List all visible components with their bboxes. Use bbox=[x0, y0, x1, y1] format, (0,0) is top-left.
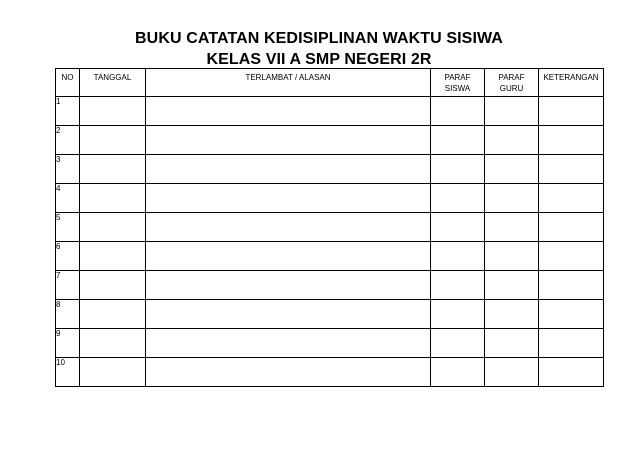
cell-paraf-guru bbox=[485, 300, 539, 329]
header-no: NO bbox=[56, 69, 80, 97]
table-row bbox=[56, 213, 604, 242]
cell-paraf-siswa bbox=[431, 300, 485, 329]
cell-keterangan bbox=[539, 300, 604, 329]
row-number: 2 bbox=[56, 126, 80, 155]
document-title: BUKU CATATAN KEDISIPLINAN WAKTU SISIWA bbox=[135, 30, 503, 47]
header-tanggal: TANGGAL bbox=[80, 69, 146, 97]
cell-paraf-guru bbox=[485, 126, 539, 155]
cell-paraf-guru bbox=[485, 184, 539, 213]
cell-paraf-guru bbox=[485, 329, 539, 358]
cell-paraf-siswa bbox=[431, 358, 485, 387]
cell-paraf-guru bbox=[485, 155, 539, 184]
header-paraf-siswa-line1: PARAF bbox=[444, 73, 471, 82]
header-paraf-guru bbox=[485, 69, 539, 97]
cell-paraf-siswa bbox=[431, 271, 485, 300]
header-paraf-siswa bbox=[431, 69, 485, 97]
cell-keterangan bbox=[539, 242, 604, 271]
cell-alasan bbox=[146, 271, 431, 300]
cell-alasan bbox=[146, 126, 431, 155]
table-row bbox=[56, 126, 604, 155]
cell-alasan bbox=[146, 213, 431, 242]
header-keterangan: KETERANGAN bbox=[539, 69, 604, 97]
cell-tanggal bbox=[80, 184, 146, 213]
header-alasan: TERLAMBAT / ALASAN bbox=[146, 69, 431, 97]
row-number: 5 bbox=[56, 213, 80, 242]
cell-keterangan bbox=[539, 155, 604, 184]
cell-alasan bbox=[146, 358, 431, 387]
header-paraf-siswa-line2: SISWA bbox=[444, 84, 471, 93]
row-number: 1 bbox=[56, 97, 80, 126]
cell-tanggal bbox=[80, 155, 146, 184]
cell-keterangan bbox=[539, 329, 604, 358]
cell-alasan bbox=[146, 155, 431, 184]
cell-tanggal bbox=[80, 358, 146, 387]
cell-keterangan bbox=[539, 358, 604, 387]
cell-tanggal bbox=[80, 213, 146, 242]
row-number: 10 bbox=[56, 358, 80, 387]
row-number: 4 bbox=[56, 184, 80, 213]
row-number: 8 bbox=[56, 300, 80, 329]
header-paraf-guru-line1: PARAF bbox=[498, 73, 525, 82]
cell-paraf-guru bbox=[485, 271, 539, 300]
table-header-row bbox=[56, 69, 604, 97]
cell-paraf-siswa bbox=[431, 329, 485, 358]
cell-paraf-siswa bbox=[431, 242, 485, 271]
cell-tanggal bbox=[80, 97, 146, 126]
cell-tanggal bbox=[80, 242, 146, 271]
cell-keterangan bbox=[539, 213, 604, 242]
document-subtitle: KELAS VII A SMP NEGERI 2R bbox=[206, 51, 432, 68]
table-row bbox=[56, 329, 604, 358]
cell-paraf-guru bbox=[485, 97, 539, 126]
cell-keterangan bbox=[539, 184, 604, 213]
cell-tanggal bbox=[80, 271, 146, 300]
cell-tanggal bbox=[80, 329, 146, 358]
discipline-log-table bbox=[55, 68, 604, 387]
row-number: 7 bbox=[56, 271, 80, 300]
cell-alasan bbox=[146, 97, 431, 126]
table-row bbox=[56, 184, 604, 213]
table-row bbox=[56, 271, 604, 300]
table-row bbox=[56, 155, 604, 184]
cell-keterangan bbox=[539, 126, 604, 155]
cell-keterangan bbox=[539, 97, 604, 126]
cell-alasan bbox=[146, 184, 431, 213]
cell-paraf-guru bbox=[485, 213, 539, 242]
cell-alasan bbox=[146, 329, 431, 358]
row-number: 6 bbox=[56, 242, 80, 271]
cell-paraf-siswa bbox=[431, 155, 485, 184]
table-row bbox=[56, 358, 604, 387]
cell-paraf-guru bbox=[485, 358, 539, 387]
row-number: 9 bbox=[56, 329, 80, 358]
table-row bbox=[56, 242, 604, 271]
cell-keterangan bbox=[539, 271, 604, 300]
cell-paraf-siswa bbox=[431, 97, 485, 126]
table-row bbox=[56, 97, 604, 126]
cell-tanggal bbox=[80, 300, 146, 329]
cell-paraf-siswa bbox=[431, 184, 485, 213]
cell-alasan bbox=[146, 242, 431, 271]
cell-tanggal bbox=[80, 126, 146, 155]
cell-alasan bbox=[146, 300, 431, 329]
table-row bbox=[56, 300, 604, 329]
cell-paraf-siswa bbox=[431, 213, 485, 242]
row-number: 3 bbox=[56, 155, 80, 184]
cell-paraf-siswa bbox=[431, 126, 485, 155]
header-paraf-guru-line2: GURU bbox=[499, 84, 524, 93]
cell-paraf-guru bbox=[485, 242, 539, 271]
